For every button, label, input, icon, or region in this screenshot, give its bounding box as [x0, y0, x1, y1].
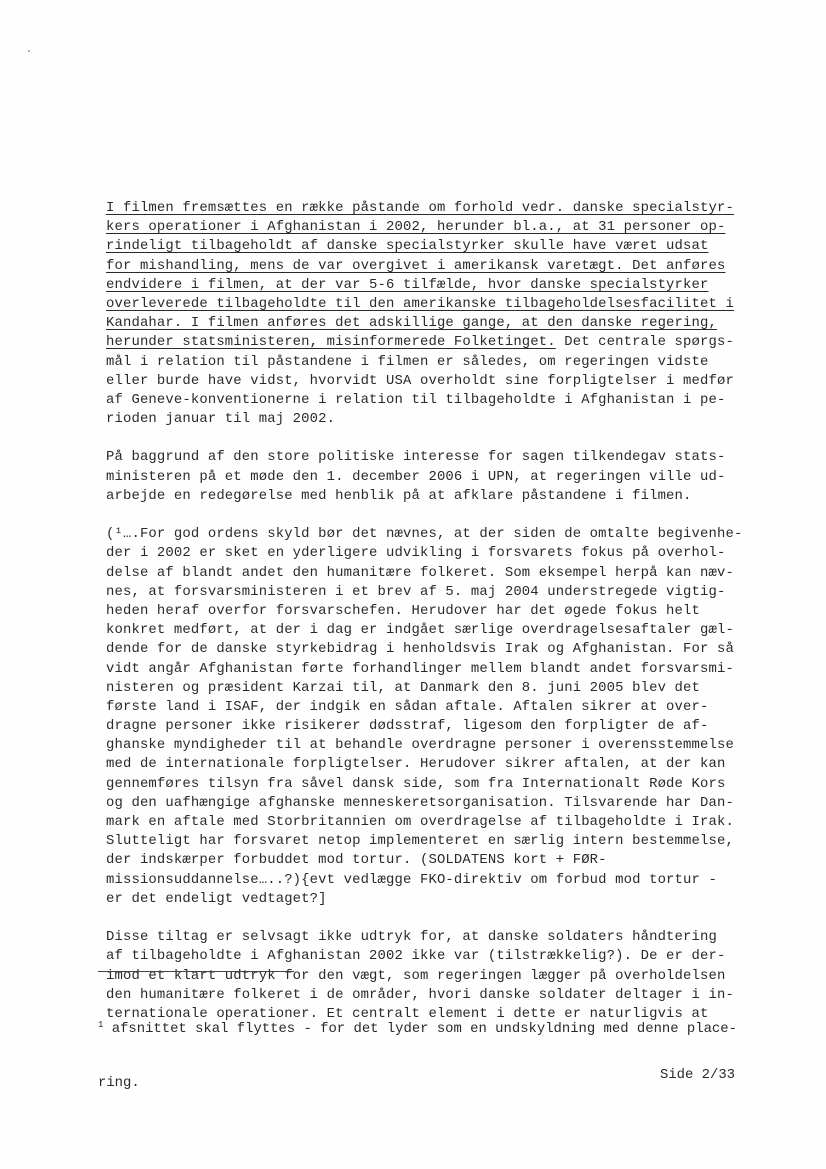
line-text: der i 2002 er sket en yderligere udvikling i forsvarets fokus på overhol- — [106, 545, 726, 562]
line-text: den humanitære folkeret i de områder, hvori danske soldater deltager i in- — [106, 986, 734, 1003]
underlined-text: I filmen fremsættes en række påstande om forhold vedr. danske specialstyr- — [106, 200, 734, 216]
line-text: dragne personer ikke risikerer dødsstraf, ligesom den forpligter de af- — [106, 718, 709, 735]
body-text — [106, 199, 743, 1043]
text-line — [106, 314, 734, 333]
text-line — [106, 468, 734, 487]
text-line — [106, 353, 734, 372]
text-line — [106, 736, 734, 755]
text-line — [106, 775, 734, 794]
underlined-text: herunder statsministeren, misinformerede Folketinget. — [106, 334, 556, 351]
line-text: imod et klart udtryk for den vægt, som regeringen lægger på overholdelsen — [106, 967, 726, 984]
text-line — [106, 448, 734, 467]
text-line — [106, 525, 743, 544]
text-line — [106, 544, 734, 563]
text-line — [106, 487, 734, 506]
line-text: konkret medført, at der i dag er indgået særlige overdragelsesaftaler gæl- — [106, 622, 734, 639]
text-line — [106, 794, 734, 813]
text-line — [106, 947, 734, 966]
text-line — [106, 890, 734, 909]
line-text: (¹….For god ordens skyld bør det nævnes, at der siden de omtalte begivenhe- — [106, 526, 743, 543]
text-line — [106, 640, 734, 659]
text-line — [106, 813, 734, 832]
line-text: er det endeligt vedtaget?] — [106, 890, 327, 907]
footnote-text: afsnittet skal flyttes - for det lyder som en undskyldning med denne place- — [103, 1021, 737, 1038]
line-text: vidt angår Afghanistan førte forhandlinger mellem blandt andet forsvarsmi- — [106, 660, 734, 677]
line-text: der indskærper forbuddet mod tortur. (SOLDATENS kort + FØR- — [106, 852, 607, 869]
line-text: Det centrale spørgs- — [555, 334, 734, 351]
text-line — [106, 237, 734, 256]
text-line — [106, 602, 734, 621]
scan-speck — [28, 50, 30, 52]
line-text: af tilbageholdte i Afghanistan 2002 ikke var (tilstrækkelig?). De er der- — [106, 948, 726, 965]
underlined-text: rindeligt tilbageholdt af danske specialstyrker skulle have været udsat — [106, 238, 709, 255]
footnote-separator — [98, 971, 294, 972]
paragraph-order — [106, 525, 743, 909]
line-text: delse af blandt andet den humanitære folkeret. Som eksempel herpå kan næv- — [106, 564, 734, 581]
line-text: Disse tiltag er selvsagt ikke udtryk for, at danske soldaters håndtering — [106, 929, 717, 946]
line-text: ghanske myndigheder til at behandle overdragne personer i overensstemmelse — [106, 737, 734, 754]
text-line — [106, 698, 734, 717]
text-line — [106, 717, 734, 736]
footnote-line — [98, 1016, 738, 1038]
line-text: nes, at forsvarsministeren i et brev af 5. maj 2004 understregede vigtig- — [106, 583, 726, 600]
text-line — [106, 871, 734, 890]
text-line — [106, 928, 734, 947]
line-text: Slutteligt har forsvaret netop implementeret en særlig intern bestemmelse, — [106, 833, 734, 850]
line-text: af Geneve-konventionerne i relation til tilbageholdte i Afghanistan i pe- — [106, 391, 726, 408]
underlined-text: for mishandling, mens de var overgivet i amerikansk varetægt. Det anføres — [106, 257, 726, 274]
text-line — [106, 621, 734, 640]
text-line — [106, 583, 734, 602]
text-line — [106, 660, 734, 679]
line-text: missionsuddannelse…..?){evt vedlægge FKO-direktiv om forbud mod tortur - — [106, 871, 717, 888]
underlined-text: kers operationer i Afghanistan i 2002, herunder bl.a., at 31 personer op- — [106, 219, 726, 236]
text-line — [106, 218, 734, 237]
line-text: eller burde have vidst, hvorvidt USA overholdt sine forpligtelser i medfør — [106, 372, 734, 389]
text-line — [106, 295, 734, 314]
text-line — [106, 679, 734, 698]
text-line — [106, 333, 734, 352]
line-text: nisteren og præsident Karzai til, at Danmark den 8. juni 2005 blev det — [106, 679, 701, 696]
line-text: ministeren på et møde den 1. december 2006 i UPN, at regeringen ville ud- — [106, 468, 726, 485]
footnote-marker: 1 — [98, 1020, 104, 1031]
line-text: og den uafhængige afghanske menneskeretsorganisation. Tilsvarende har Dan- — [106, 794, 734, 811]
line-text: første land i ISAF, der indgik en sådan aftale. Aftalen sikrer at over- — [106, 698, 709, 715]
text-line — [106, 832, 734, 851]
underlined-text: endvidere i filmen, at der var 5-6 tilfælde, hvor danske specialstyrker — [106, 276, 709, 293]
line-text: ternationale operationer. Et centralt element i dette er naturligvis at — [106, 1005, 709, 1022]
line-text: mark en aftale med Storbritannien om overdragelse af tilbageholdte i Irak. — [106, 814, 734, 830]
line-text: gennemføres tilsyn fra såvel dansk side, som fra Internationalt Røde Kors — [106, 775, 726, 792]
underlined-text: overleverede tilbageholdte til den amerikanske tilbageholdelsesfacilitet i — [106, 295, 734, 312]
text-line — [106, 851, 734, 870]
paragraph-background — [106, 448, 734, 506]
footnote — [98, 978, 738, 1132]
text-line — [106, 276, 734, 295]
line-text: mål i relation til påstandene i filmen er således, om regeringen vidste — [106, 353, 709, 370]
line-text: med de internationale forpligtelser. Herudover sikrer aftalen, at der kan — [106, 756, 726, 773]
line-text: På baggrund af den store politiske interesse for sagen tilkendegav stats- — [106, 449, 726, 466]
text-line — [106, 410, 734, 429]
line-text: rioden januar til maj 2002. — [106, 411, 336, 428]
underlined-text: Kandahar. I filmen anføres det adskillige gange, at den danske regering, — [106, 315, 717, 332]
text-line — [106, 199, 734, 218]
paragraph-claims — [106, 199, 734, 429]
footnote-line: ring. — [98, 1075, 140, 1091]
line-text: arbejde en redegørelse med henblik på at afklare påstandene i filmen. — [106, 487, 692, 504]
line-text: heden heraf overfor forsvarschefen. Herudover har det øgede fokus helt — [106, 602, 701, 619]
line-text: dende for de danske styrkebidrag i henholdsvis Irak og Afghanistan. For så — [106, 641, 734, 658]
text-line — [106, 564, 734, 583]
text-line — [106, 372, 734, 391]
text-line — [106, 257, 734, 276]
text-line — [106, 391, 734, 410]
page-number: Side 2/33 — [660, 1067, 736, 1083]
text-line — [106, 755, 734, 774]
